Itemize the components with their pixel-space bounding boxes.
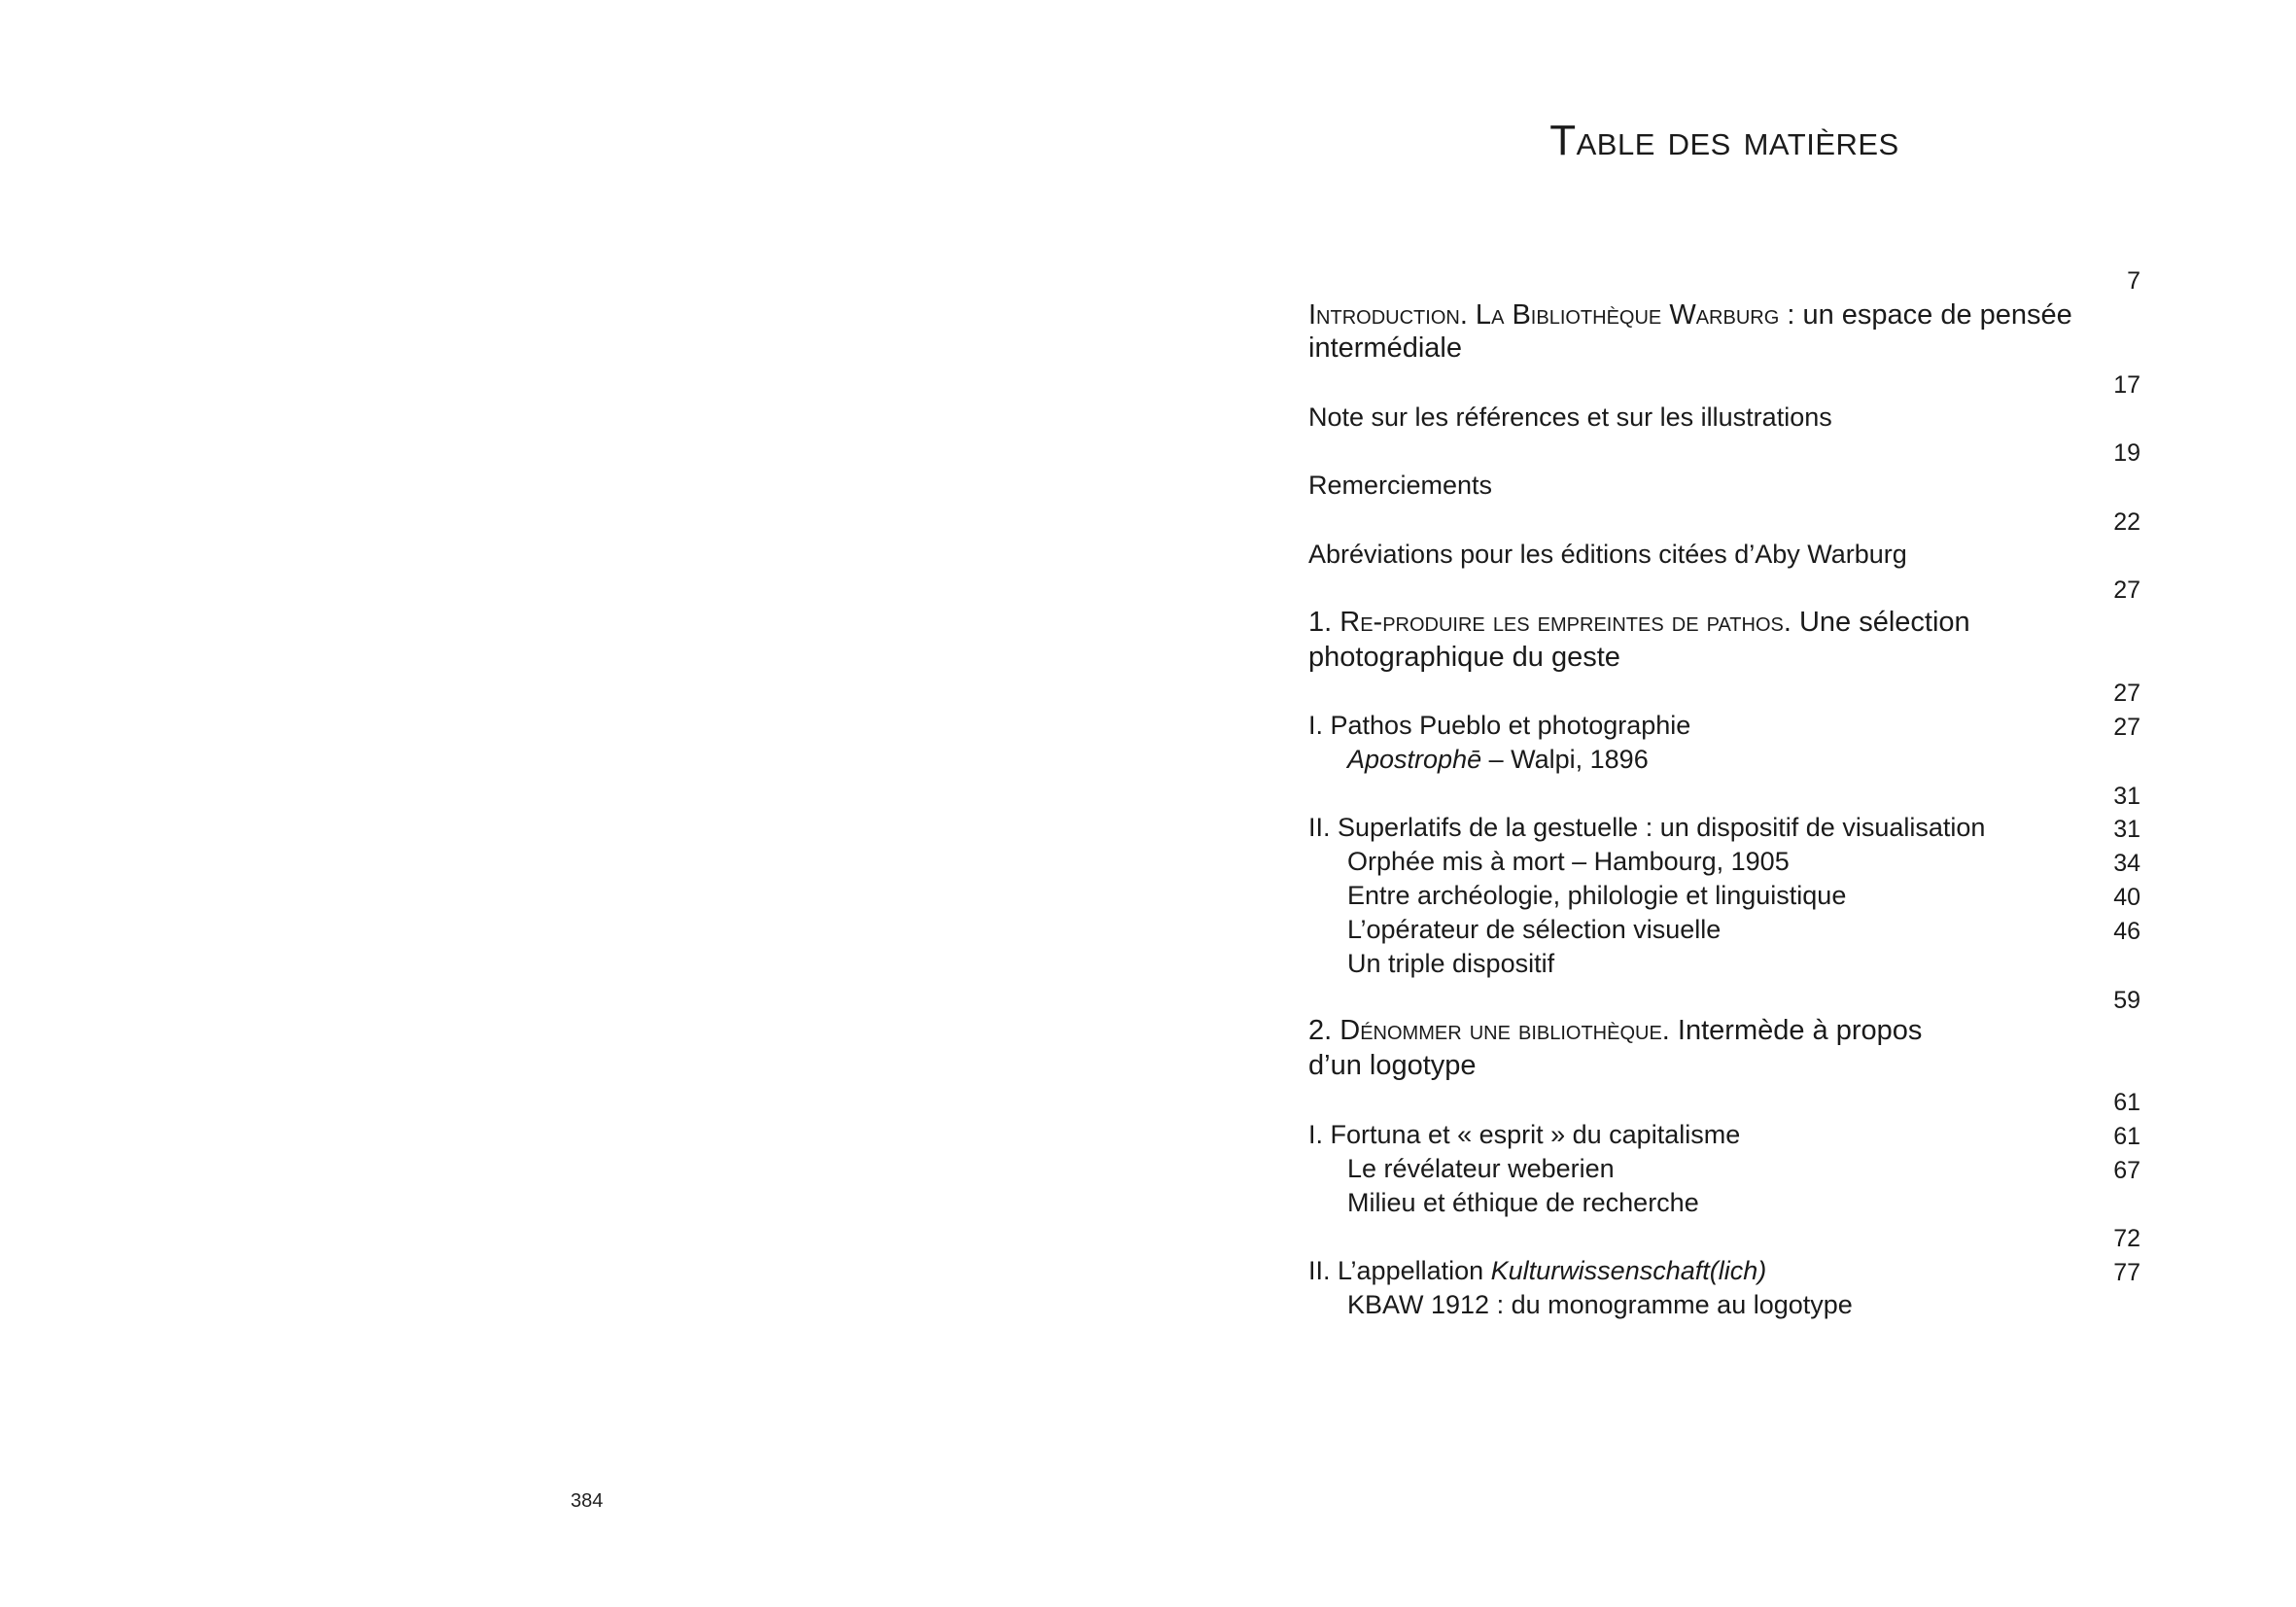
toc-entry-operateur: L’opérateur de sélection visuelle xyxy=(1347,915,1722,944)
toc-entry-appellation-italic: Kulturwissenschaft(lich) xyxy=(1490,1256,1767,1285)
chapter-title: Re-produire les empreintes de pathos xyxy=(1339,607,1784,638)
chapter-subtitle: . Intermède à propos xyxy=(1661,1015,1923,1046)
toc-page-number: 27 xyxy=(2113,576,2140,604)
toc-page-number: 22 xyxy=(2113,508,2140,536)
toc-entry-milieu: Milieu et éthique de recherche xyxy=(1347,1188,1699,1217)
chapter-number: 2. xyxy=(1308,1015,1340,1046)
toc-page-number: 27 xyxy=(2113,680,2140,707)
toc-entry-chapter-1-line2: photographique du geste xyxy=(1308,642,1620,673)
chapter-number: 1. xyxy=(1308,607,1340,638)
toc-entry-orphee: Orphée mis à mort – Hambourg, 1905 xyxy=(1347,847,1790,876)
toc-page-number: 17 xyxy=(2113,371,2140,399)
toc-page-number: 31 xyxy=(2113,783,2140,810)
toc-entry-chapter-2-line2: d’un logotype xyxy=(1308,1050,1477,1081)
toc-entry-abreviations: Abréviations pour les éditions citées d’Aby Warburg xyxy=(1308,540,1907,569)
toc-page-number: 7 xyxy=(2127,267,2140,295)
toc-entry-superlatifs: II. Superlatifs de la gestuelle : un dispositif de visualisation xyxy=(1308,813,1986,842)
toc-entry-fortuna: I. Fortuna et « esprit » du capitalisme xyxy=(1308,1120,1741,1149)
toc-entry-remerciements: Remerciements xyxy=(1308,471,1493,500)
toc-entry-apostrophe-italic: Apostrophē xyxy=(1347,745,1482,774)
toc-entry-introduction-subtitle: : un espace de pensée xyxy=(1779,299,2072,331)
toc-page-number: 34 xyxy=(2113,850,2140,877)
toc-page-number: 77 xyxy=(2113,1259,2140,1286)
toc-entry-chapter-1 xyxy=(1308,606,1970,640)
table-of-contents xyxy=(1308,0,2140,1607)
toc-page-number: 19 xyxy=(2113,439,2140,467)
toc-entry-note: Note sur les références et sur les illustrations xyxy=(1308,402,1832,432)
toc-entry-apostrophe-rest: – Walpi, 1896 xyxy=(1481,745,1649,774)
toc-entry-archeologie: Entre archéologie, philologie et linguistique xyxy=(1347,881,1847,910)
page-number: 384 xyxy=(571,1490,604,1512)
toc-entry-appellation xyxy=(1308,1254,1766,1288)
toc-entry-revelateur: Le révélateur weberien xyxy=(1347,1154,1615,1183)
chapter-subtitle: . Une sélection xyxy=(1783,607,1970,638)
toc-page-number: 27 xyxy=(2113,714,2140,741)
toc-page-number: 59 xyxy=(2113,987,2140,1014)
toc-entry-introduction-title: Introduction. La Bibliothèque Warburg xyxy=(1308,299,1780,331)
toc-entry-apostrophe xyxy=(1347,743,1649,777)
toc-entry-chapter-2 xyxy=(1308,1014,1922,1048)
chapter-title: Dénommer une bibliothèque xyxy=(1339,1015,1662,1046)
toc-page-number: 46 xyxy=(2113,918,2140,945)
toc-entry-introduction-line2: intermédiale xyxy=(1308,332,1462,364)
page-title: Table des matières xyxy=(1549,117,1899,164)
toc-entry-triple: Un triple dispositif xyxy=(1347,949,1555,978)
toc-page-number: 40 xyxy=(2113,884,2140,911)
toc-page-number: 61 xyxy=(2113,1123,2140,1150)
toc-page-number: 67 xyxy=(2113,1157,2140,1184)
toc-entry-pathos-pueblo: I. Pathos Pueblo et photographie xyxy=(1308,711,1691,740)
toc-entry-appellation-text: II. L’appellation xyxy=(1308,1256,1491,1285)
toc-entry-kbaw: KBAW 1912 : du monogramme au logotype xyxy=(1347,1290,1853,1319)
toc-page-number: 61 xyxy=(2113,1089,2140,1116)
toc-entry-introduction xyxy=(1308,298,2072,332)
toc-page-number: 31 xyxy=(2113,816,2140,843)
toc-page-number: 72 xyxy=(2113,1225,2140,1252)
